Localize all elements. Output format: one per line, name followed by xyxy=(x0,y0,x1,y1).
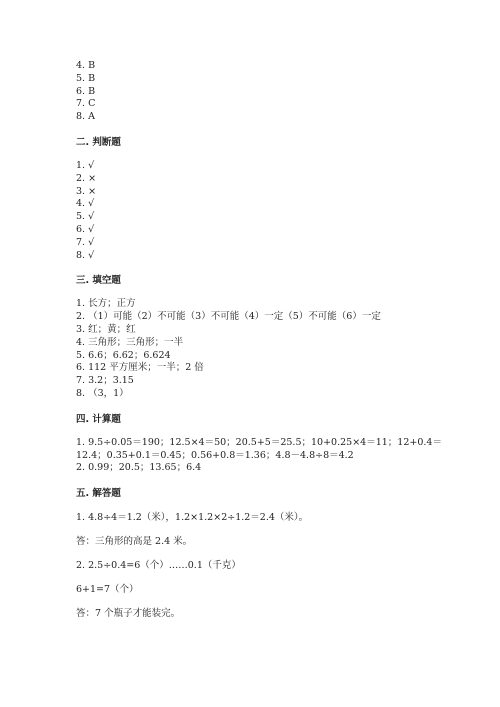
fill-item: 8. （3，1） xyxy=(76,387,129,399)
solve-section xyxy=(76,487,436,620)
judge-item: 7. √ xyxy=(76,236,95,248)
fill-item: 2. （1）可能（2）不可能（3）不可能（4）一定（5）不可能（6）一定 xyxy=(76,311,381,323)
solve-paragraph: 1. 4.8÷4＝1.2（米），1.2×1.2×2÷1.2＝2.4（米）。 xyxy=(76,512,309,524)
choice-answer: 5. B xyxy=(76,72,96,84)
section-heading-judge: 二. 判断题 xyxy=(76,136,121,148)
calc-line: 12.4；0.35+0.1＝0.45；0.56+0.8＝1.36；4.8－4.8÷8＝4.2 xyxy=(76,449,354,461)
fill-list xyxy=(76,298,436,400)
solve-paragraph: 2. 2.5÷0.4=6（个）……0.1（千克） xyxy=(76,560,241,572)
calc-section xyxy=(76,413,442,475)
judge-list xyxy=(76,160,436,262)
solve-paras xyxy=(76,511,436,620)
calc-line: 1. 9.5÷0.05＝190；12.5×4＝50；20.5+5＝25.5；10+0.25×4＝11；12+0.4＝ xyxy=(76,436,442,448)
section-heading-fill: 三. 填空题 xyxy=(76,275,121,287)
fill-item: 4. 三角形；三角形；一半 xyxy=(76,336,184,348)
judge-item: 2. × xyxy=(76,172,97,184)
judge-item: 5. √ xyxy=(76,211,95,223)
choice-answer: 6. B xyxy=(76,85,96,97)
calc-line: 2. 0.99；20.5；13.65；6.4 xyxy=(76,462,202,474)
answer-sheet xyxy=(76,60,442,620)
choice-answer: 4. B xyxy=(76,60,96,71)
choice-answer: 7. C xyxy=(76,98,96,110)
judge-item: 1. √ xyxy=(76,159,95,171)
choice-answers xyxy=(76,60,436,124)
judge-item: 4. √ xyxy=(76,198,95,210)
judge-section xyxy=(76,136,436,262)
section-heading-solve: 五. 解答题 xyxy=(76,488,121,500)
fill-item: 5. 6.6；6.62；6.624 xyxy=(76,349,171,361)
fill-item: 1. 长方；正方 xyxy=(76,298,136,310)
judge-item: 8. √ xyxy=(76,249,95,261)
judge-item: 3. × xyxy=(76,185,97,197)
section-heading-calc: 四. 计算题 xyxy=(76,413,121,425)
fill-item: 6. 112 平方厘米；一半；2 倍 xyxy=(76,362,204,374)
fill-item: 3. 红；黄；红 xyxy=(76,323,136,335)
solve-paragraph: 6+1=7（个） xyxy=(76,584,139,596)
fill-section xyxy=(76,274,436,400)
judge-item: 6. √ xyxy=(76,223,95,235)
solve-paragraph: 答：7 个瓶子才能装完。 xyxy=(76,608,181,620)
fill-item: 7. 3.2；3.15 xyxy=(76,375,134,387)
choice-answer: 8. A xyxy=(76,111,95,123)
calc-lines xyxy=(76,436,442,475)
solve-paragraph: 答：三角形的高是 2.4 米。 xyxy=(76,536,193,548)
